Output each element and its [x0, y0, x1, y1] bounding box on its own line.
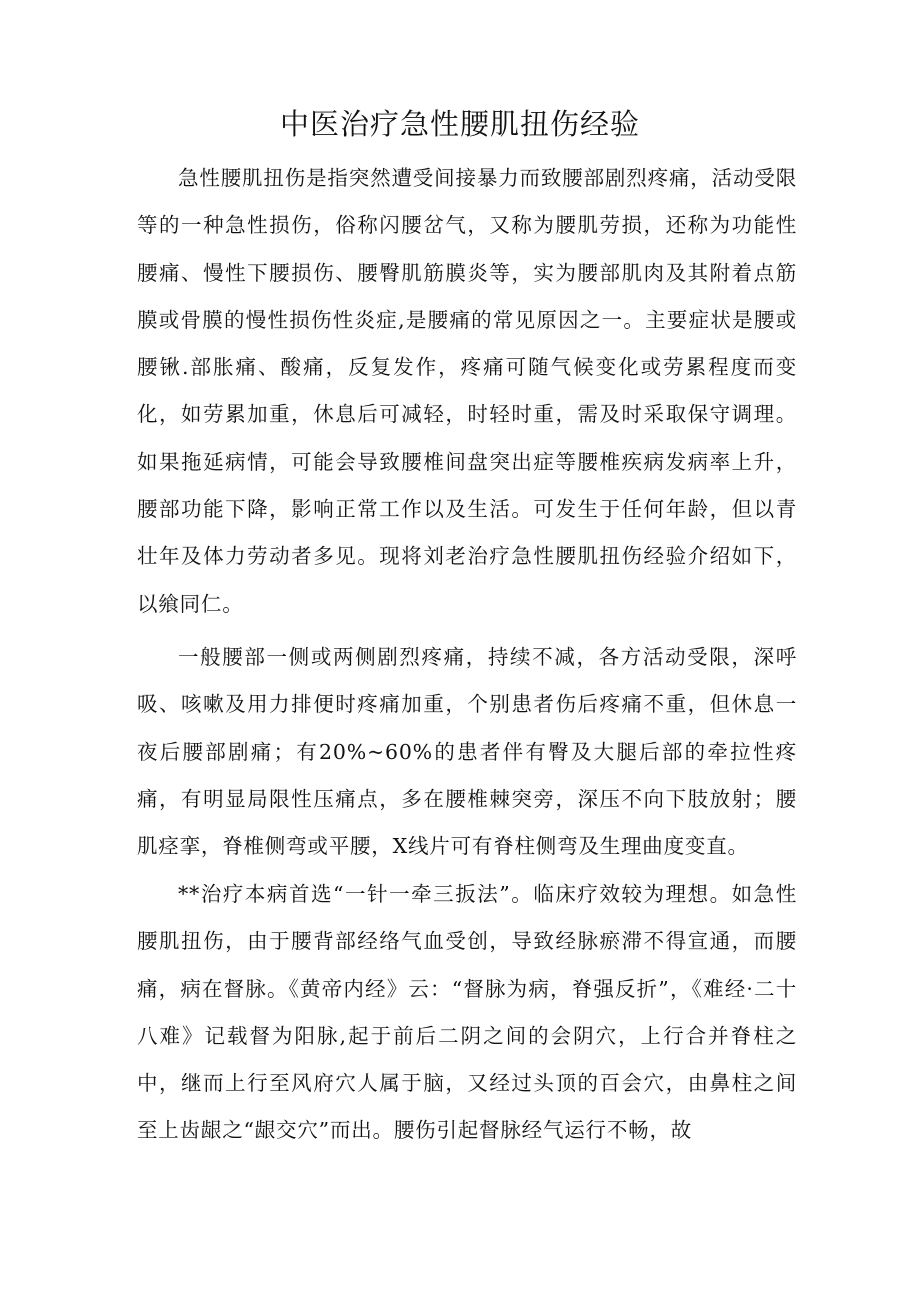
paragraph-definition: 急性腰肌扭伤是指突然遭受间接暴力而致腰部剧烈疼痛，活动受限等的一种急性损伤，俗称闪腰岔气，又称为腰肌劳损，还称为功能性腰痛、慢性下腰损伤、腰臀肌筋膜炎等，实为腰部肌肉及其附着点筋膜或骨膜的慢性损伤性炎症,是腰痛的常见原因之一。主要症状是腰或腰锹.部胀痛、酸痛，反复发作，疼痛可随气候变化或劳累程度而变化，如劳累加重，休息后可减轻，时轻时重，需及时采取保守调理。如果拖延病情，可能会导致腰椎间盘突出症等腰椎疾病发病率上升，腰部功能下降，影响正常工作以及生活。可发生于任何年龄，但以青壮年及体力劳动者多见。现将刘老治疗急性腰肌扭伤经验介绍如下，以飨同仁。	[137, 166, 797, 616]
document-title: 中医治疗急性腰肌扭伤经验	[279, 107, 640, 141]
paragraph-symptoms: 一般腰部一侧或两侧剧烈疼痛，持续不减，各方活动受限，深呼吸、咳嗽及用力排便时疼痛加重，个别患者伤后疼痛不重，但休息一夜后腰部剧痛；有20%~60%的患者伴有臀及大腿后部的牵拉性疼痛，有明显局限性压痛点，多在腰椎棘突旁，深压不向下肢放射；腰肌痉挛，脊椎侧弯或平腰，X线片可有脊柱侧弯及生理曲度变直。	[137, 645, 797, 859]
paragraph-treatment: **治疗本病首选“一针一牵三扳法”。临床疗效较为理想。如急性腰肌扭伤，由于腰背部经络气血受创，导致经脉瘀滞不得宣通，而腰痛，病在督脉。《黄帝内经》云：“督脉为病，脊强反折”，《难经·二十八难》记载督为阳脉,起于前后二阴之间的会阴穴，上行合并脊柱之中，继而上行至风府穴人属于脑，又经过头顶的百会穴，由鼻柱之间至上齿龈之“龈交穴”而出。腰伤引起督脉经气运行不畅，故	[137, 882, 797, 1143]
